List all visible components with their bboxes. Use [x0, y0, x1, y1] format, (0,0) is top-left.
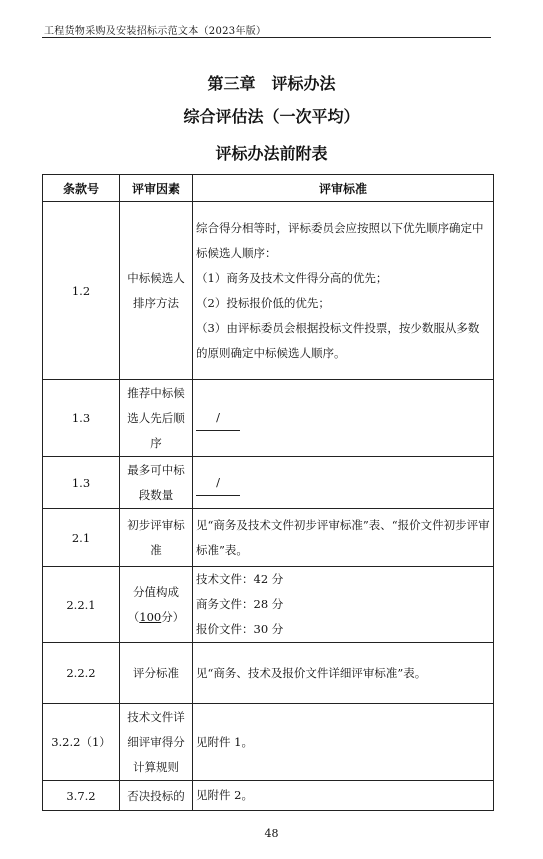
chapter-title: 第三章 评标办法 [207, 74, 336, 93]
review-standard: 见“商务、技术及报价文件详细评审标准”表。 [193, 643, 494, 704]
blank-field: / [196, 470, 240, 496]
table-header-row [43, 175, 494, 202]
table-row [43, 643, 494, 704]
review-standard [193, 380, 494, 457]
review-standard [193, 457, 494, 509]
clause-number: 2.1 [43, 509, 120, 567]
total-score: 100 [139, 609, 162, 624]
table-row [43, 781, 494, 811]
review-factor: 最多可中标段数量 [120, 457, 193, 509]
review-standard: 见“商务及技术文件初步评审标准”表、“报价文件初步评审标准”表。 [193, 509, 494, 567]
table-row [43, 509, 494, 567]
review-standard [193, 567, 494, 643]
standard-line: （2）投标报价低的优先； [196, 295, 330, 310]
review-factor: 推荐中标候选人先后顺序 [120, 380, 193, 457]
factor-score-close: 分） [161, 609, 185, 624]
review-standard [193, 202, 494, 380]
factor-score-open: （ [127, 609, 140, 624]
header-divider [42, 37, 491, 38]
clause-number: 3.2.2（1） [43, 704, 120, 781]
standard-line: 综合得分相等时，评标委员会应按照以下优先顺序确定中标候选人顺序： [196, 220, 484, 260]
score-line-price: 报价文件：30 分 [196, 622, 284, 636]
review-factor [120, 567, 193, 643]
blank-field: / [196, 405, 240, 431]
review-factor: 中标候选人排序方法 [120, 202, 193, 380]
review-factor: 初步评审标准 [120, 509, 193, 567]
factor-score [123, 605, 189, 630]
clause-number: 1.3 [43, 380, 120, 457]
table-row [43, 704, 494, 781]
review-standard: 见附件 1。 [193, 704, 494, 781]
review-factor: 否决投标的 [120, 781, 193, 811]
table-row [43, 202, 494, 380]
clause-number: 1.2 [43, 202, 120, 380]
table-row [43, 457, 494, 509]
review-factor: 技术文件详细评审得分计算规则 [120, 704, 193, 781]
clause-number: 2.2.2 [43, 643, 120, 704]
column-header-clause: 条款号 [43, 175, 120, 202]
table-row [43, 380, 494, 457]
factor-label: 分值构成 [133, 584, 179, 599]
column-header-standard: 评审标准 [193, 175, 494, 202]
standard-line: （1）商务及技术文件得分高的优先； [196, 270, 388, 285]
column-header-factor: 评审因素 [120, 175, 193, 202]
review-standard: 见附件 2。 [193, 781, 494, 811]
clause-number: 1.3 [43, 457, 120, 509]
score-line-technical: 技术文件：42 分 [196, 572, 284, 586]
standard-line: （3）由评标委员会根据投标文件投票，按少数服从多数的原则确定中标候选人顺序。 [196, 320, 480, 360]
table-row [43, 567, 494, 643]
method-title: 综合评估法（一次平均） [183, 107, 360, 126]
clause-number: 3.7.2 [43, 781, 120, 811]
clause-number: 2.2.1 [43, 567, 120, 643]
evaluation-table [42, 174, 494, 811]
page-number: 48 [264, 827, 279, 840]
running-header: 工程货物采购及安装招标示范文本（2023年版） [44, 26, 267, 37]
review-factor: 评分标准 [120, 643, 193, 704]
score-line-commercial: 商务文件：28 分 [196, 597, 284, 611]
table-title: 评标办法前附表 [215, 144, 328, 163]
